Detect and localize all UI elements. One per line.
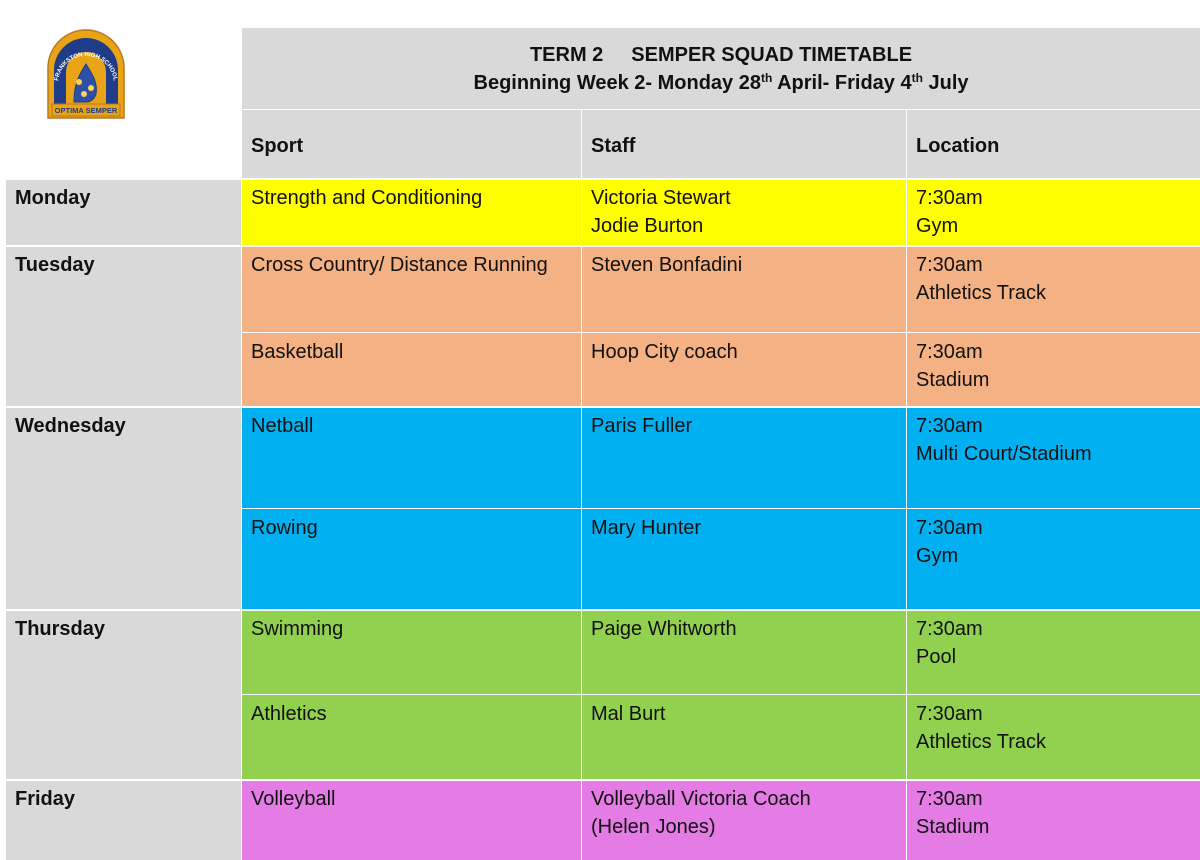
column-header-sport xyxy=(242,110,581,178)
column-header-location-label: Location xyxy=(916,135,1000,157)
location-name: Athletics Track xyxy=(916,282,1047,304)
table-row-sport xyxy=(242,180,581,216)
sport-name: Netball xyxy=(251,415,314,437)
sport-name: Strength and Conditioning xyxy=(251,187,483,209)
staff-name: Mal Burt xyxy=(591,703,666,725)
location-name: Pool xyxy=(916,646,957,668)
day-label: Monday xyxy=(15,187,91,209)
staff-name: Jodie Burton xyxy=(591,215,704,237)
staff-name: Mary Hunter xyxy=(591,517,702,539)
table-row-sport xyxy=(242,696,581,732)
table-row-staff xyxy=(582,611,906,647)
location-name: Athletics Track xyxy=(916,731,1047,753)
session-time: 7:30am xyxy=(916,254,983,276)
table-row-location xyxy=(907,334,1200,398)
subtitle-suffix: July xyxy=(922,72,969,94)
table-row-location xyxy=(907,696,1200,760)
table-row-location xyxy=(907,510,1200,574)
session-time: 7:30am xyxy=(916,187,983,209)
subtitle-sup-1: th xyxy=(760,71,773,85)
table-row-location xyxy=(907,180,1200,244)
location-name: Gym xyxy=(916,215,959,237)
location-name: Gym xyxy=(916,545,959,567)
table-row-sport xyxy=(242,247,581,283)
day-tuesday xyxy=(6,247,241,406)
table-row-staff xyxy=(582,180,906,244)
day-thursday xyxy=(6,611,241,779)
subtitle-prefix: Beginning Week 2- Monday 28 xyxy=(473,72,761,94)
location-name: Stadium xyxy=(916,369,990,391)
subtitle-line xyxy=(242,69,1200,97)
table-row-sport xyxy=(242,781,581,817)
subtitle-mid: April- Friday 4 xyxy=(772,72,912,94)
staff-name: Victoria Stewart xyxy=(591,187,731,209)
logo-motto: OPTIMA SEMPER xyxy=(54,106,118,115)
grid-line xyxy=(242,508,1200,509)
column-header-staff-label: Staff xyxy=(591,135,636,157)
session-time: 7:30am xyxy=(916,703,983,725)
table-row-staff xyxy=(582,408,906,444)
day-label: Friday xyxy=(15,788,76,810)
day-friday xyxy=(6,781,241,860)
table-row-staff xyxy=(582,247,906,283)
staff-name: Paris Fuller xyxy=(591,415,693,437)
session-time: 7:30am xyxy=(916,415,983,437)
table-row-staff xyxy=(582,696,906,732)
column-header-staff xyxy=(582,110,906,178)
staff-name: Paige Whitworth xyxy=(591,618,737,640)
day-label: Thursday xyxy=(15,618,106,640)
table-row-sport xyxy=(242,334,581,370)
sport-name: Athletics xyxy=(251,703,327,725)
school-crest-logo xyxy=(44,24,128,120)
staff-name: (Helen Jones) xyxy=(591,816,716,838)
sport-name: Basketball xyxy=(251,341,344,363)
location-name: Stadium xyxy=(916,816,990,838)
timetable-title-block xyxy=(242,28,1200,109)
column-header-location xyxy=(907,110,1200,178)
title-text: SEMPER SQUAD TIMETABLE xyxy=(631,44,913,66)
grid-line xyxy=(242,694,1200,695)
staff-name: Volleyball Victoria Coach xyxy=(591,788,811,810)
location-name: Multi Court/Stadium xyxy=(916,443,1092,465)
table-row-location xyxy=(907,611,1200,675)
session-time: 7:30am xyxy=(916,517,983,539)
logo-arc-text: FRANKSTON HIGH SCHOOL xyxy=(54,51,118,82)
subtitle-sup-2: th xyxy=(911,71,923,85)
day-label: Wednesday xyxy=(15,415,126,437)
day-monday xyxy=(6,180,241,245)
table-row-location xyxy=(907,247,1200,311)
staff-name: Steven Bonfadini xyxy=(591,254,743,276)
sport-name: Rowing xyxy=(251,517,318,539)
session-time: 7:30am xyxy=(916,788,983,810)
term-label: TERM 2 xyxy=(529,44,604,66)
sport-name: Cross Country/ Distance Running xyxy=(251,254,548,276)
table-row-location xyxy=(907,781,1200,845)
sport-name: Volleyball xyxy=(251,788,336,810)
grid-line xyxy=(242,332,1200,333)
title-line xyxy=(242,41,1200,69)
table-row-sport xyxy=(242,408,581,444)
column-header-sport-label: Sport xyxy=(251,135,304,157)
table-row-staff xyxy=(582,781,906,845)
day-wednesday xyxy=(6,408,241,609)
session-time: 7:30am xyxy=(916,341,983,363)
day-label: Tuesday xyxy=(15,254,95,276)
staff-name: Hoop City coach xyxy=(591,341,738,363)
table-row-staff xyxy=(582,510,906,546)
table-row-sport xyxy=(242,510,581,546)
sport-name: Swimming xyxy=(251,618,344,640)
table-row-staff xyxy=(582,334,906,370)
session-time: 7:30am xyxy=(916,618,983,640)
table-row-location xyxy=(907,408,1200,472)
table-row-sport xyxy=(242,611,581,647)
